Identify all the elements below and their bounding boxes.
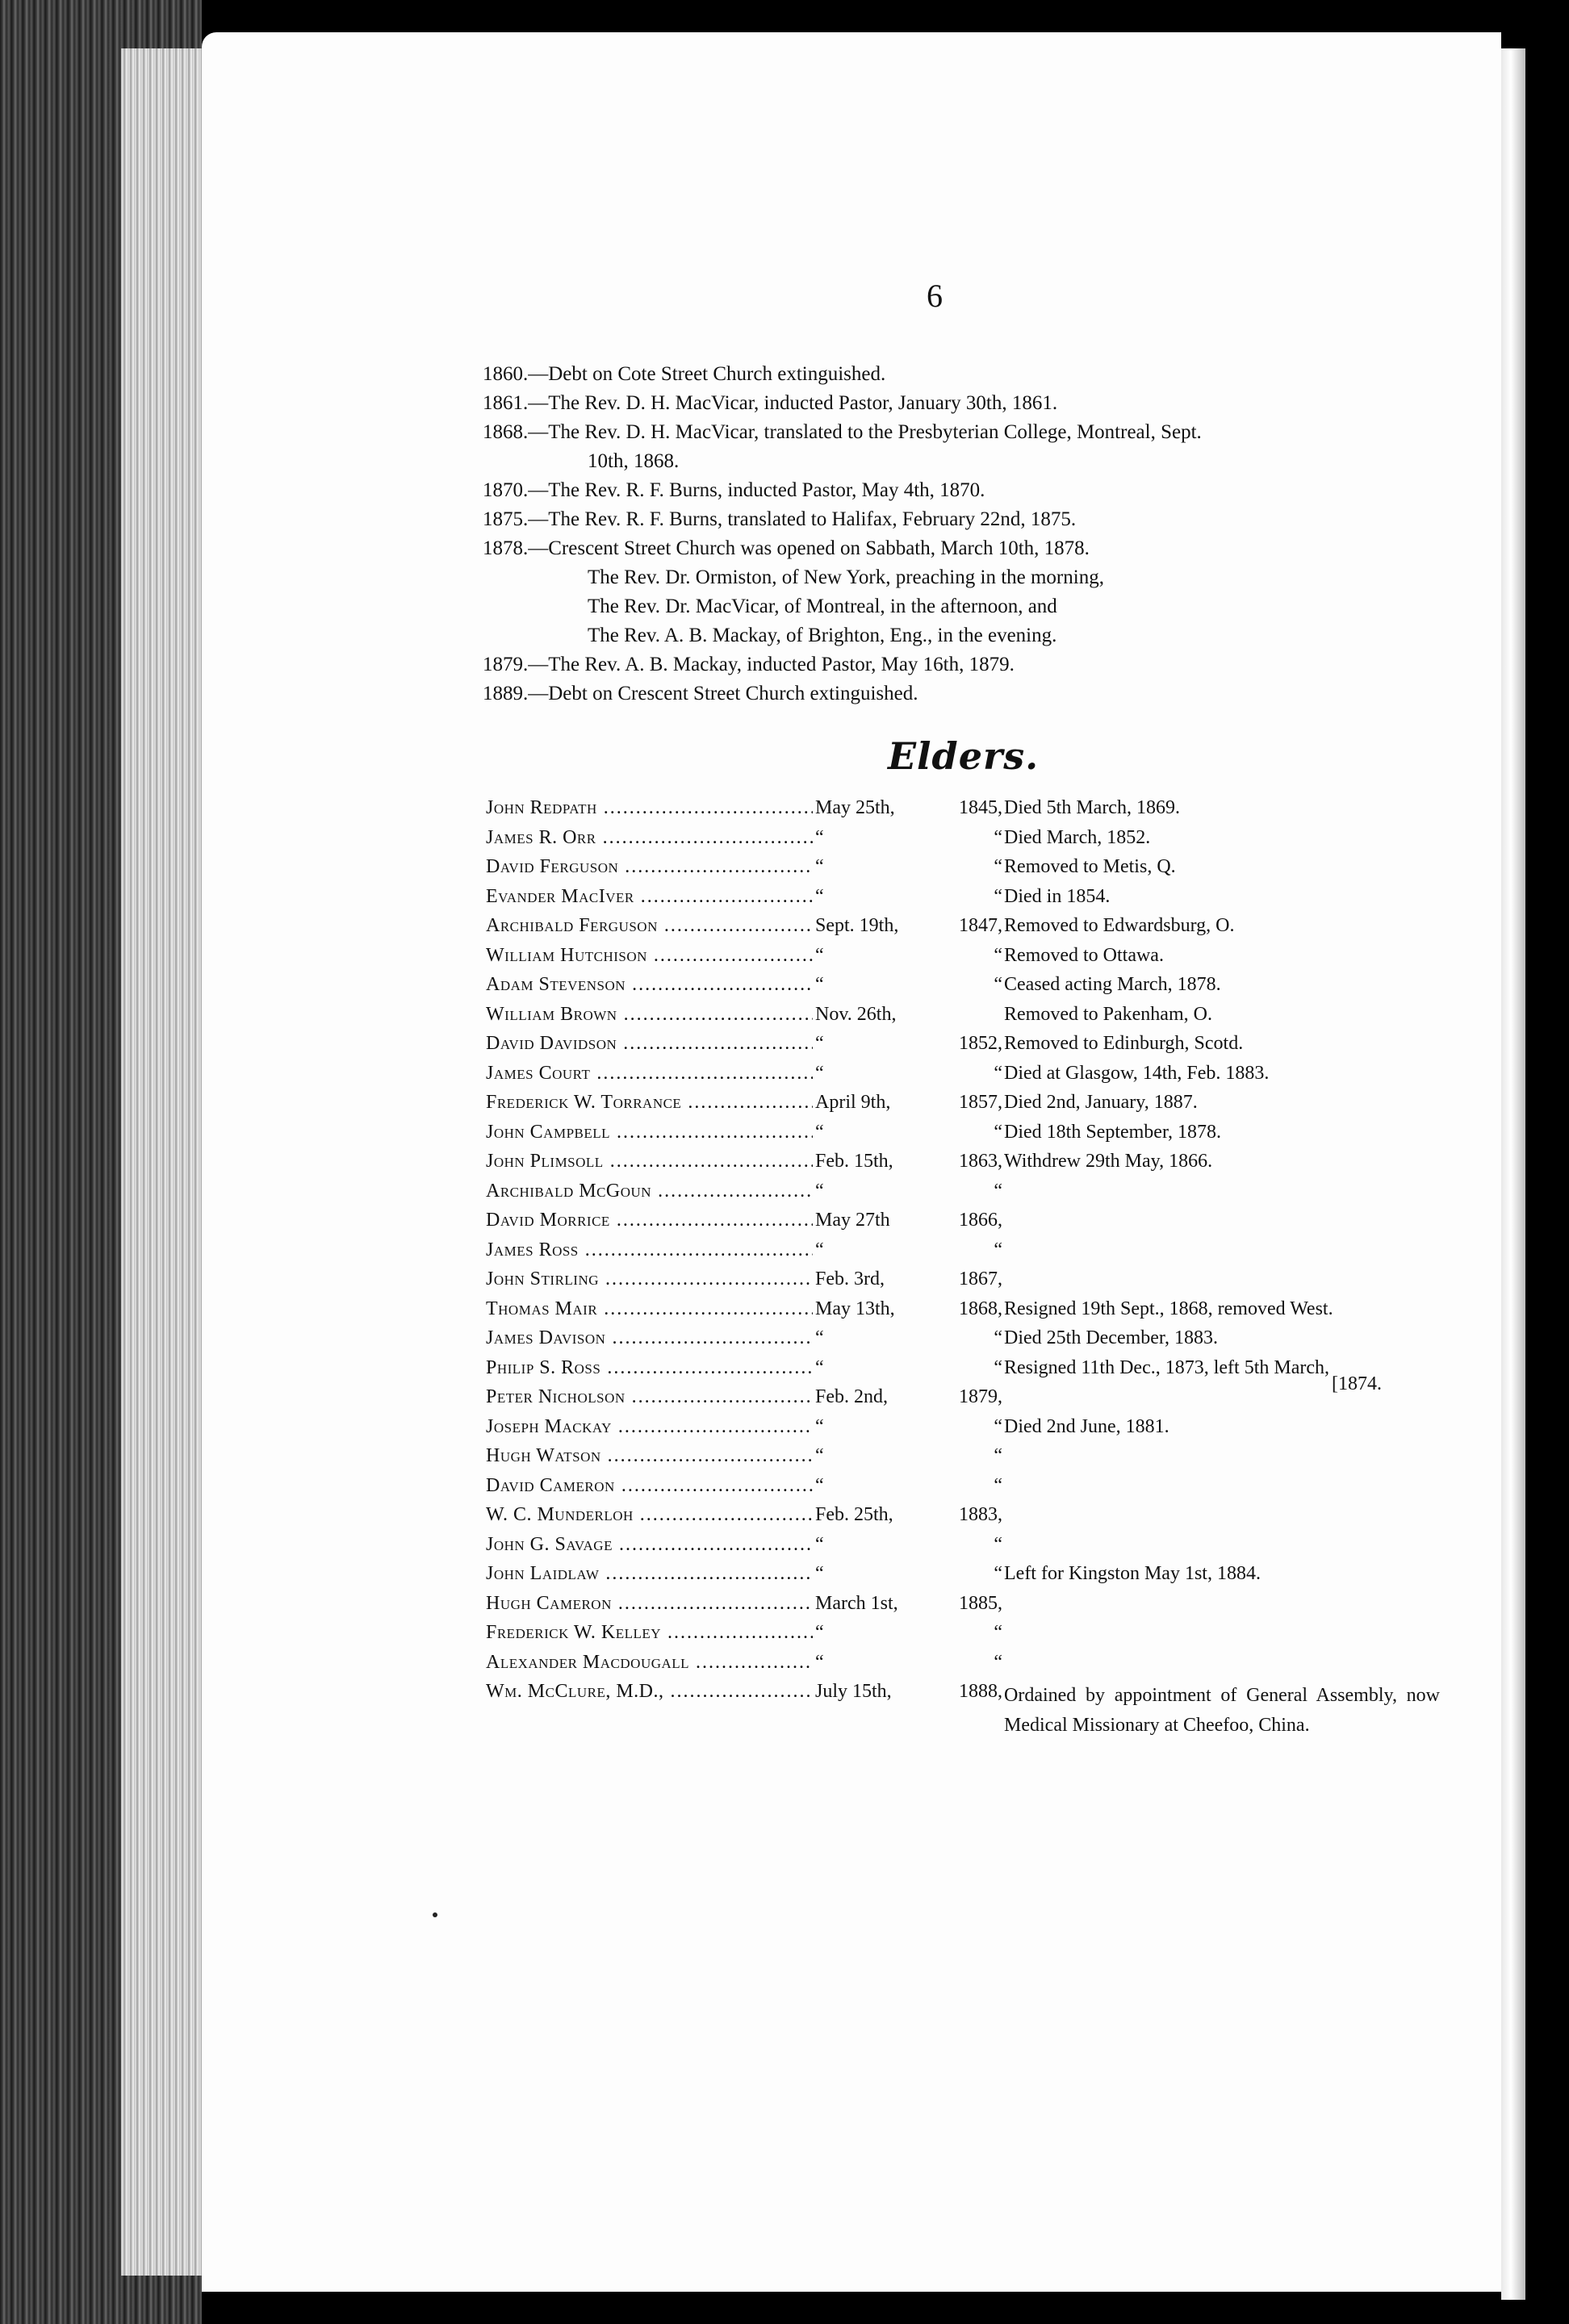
elder-ordination-date: “ (815, 974, 824, 995)
elder-row (486, 1181, 1438, 1210)
elder-row (486, 1033, 1438, 1063)
elder-ordination-year: “ (994, 1239, 1002, 1260)
elder-ordination-date: May 13th, (815, 1298, 895, 1319)
elder-name: Thomas Mair ..... (486, 1298, 813, 1320)
elder-ordination-date: Sept. 19th, (815, 915, 899, 936)
elder-name: John Stirling ..... (486, 1269, 813, 1290)
elder-ordination-date: “ (815, 826, 824, 848)
elder-remark: Removed to Edwardsburg, O. (1004, 915, 1235, 936)
elder-ordination-year: “ (994, 1180, 1002, 1202)
elder-remark: Withdrew 29th May, 1866. (1004, 1151, 1213, 1172)
elder-ordination-date: March 1st, (815, 1592, 898, 1614)
elder-ordination-date: “ (815, 1062, 824, 1084)
elder-ordination-date: “ (815, 1239, 824, 1260)
chronology-line: 1870.—The Rev. R. F. Burns, inducted Pastor, May 4th, 1870. (483, 479, 985, 501)
elder-ordination-date: “ (815, 1415, 824, 1437)
elder-row (486, 1151, 1438, 1181)
elder-remark: Resigned 11th Dec., 1873, left 5th March, (1004, 1356, 1330, 1378)
elder-ordination-year: 1888, (959, 1681, 1002, 1702)
elder-ordination-date: “ (815, 1445, 824, 1466)
elder-name: John Plimsoll ..... (486, 1151, 813, 1172)
elder-ordination-year: “ (994, 944, 1002, 966)
elder-ordination-date: Feb. 2nd, (815, 1386, 888, 1407)
elder-remark: Removed to Metis, Q. (1004, 856, 1176, 877)
chronology-line: 1860.—Debt on Cote Street Church extinguished. (483, 363, 886, 385)
elder-remark: Ordained by appointment of General Assembly, now Medical Missionary at Cheefoo, China. (1004, 1685, 1440, 1736)
elder-remark: Ceased acting March, 1878. (1004, 974, 1221, 995)
elder-ordination-year: “ (994, 856, 1002, 877)
elder-ordination-year: “ (994, 826, 1002, 848)
elder-name: James Court ..... (486, 1063, 813, 1085)
elder-row (486, 1004, 1438, 1034)
elder-name: Archibald McGoun ..... (486, 1181, 813, 1202)
elder-row (486, 1622, 1438, 1652)
elder-row (486, 1357, 1438, 1387)
elder-remark: Died 2nd, January, 1887. (1004, 1092, 1198, 1113)
book-page-edges-light (121, 48, 202, 2276)
elder-ordination-date: “ (815, 1327, 824, 1348)
elder-ordination-date: Nov. 26th, (815, 1003, 897, 1025)
chronology-line: 1875.—The Rev. R. F. Burns, translated to Halifax, February 22nd, 1875. (483, 508, 1077, 530)
elder-row (486, 915, 1438, 945)
elder-ordination-date: “ (815, 1622, 824, 1643)
elder-ordination-year: “ (994, 1415, 1002, 1437)
elder-ordination-year: 1879, (959, 1386, 1002, 1407)
elder-name: Archibald Ferguson ..... (486, 915, 813, 937)
elder-name: W. C. Munderloh ..... (486, 1504, 813, 1526)
elder-name: James Ross ..... (486, 1239, 813, 1261)
elder-row (486, 1416, 1438, 1446)
elder-ordination-year: 1845, (959, 797, 1002, 818)
elder-ordination-date: “ (815, 856, 824, 877)
elder-row (486, 1122, 1438, 1152)
elder-row (486, 1327, 1438, 1357)
chronology-line: The Rev. Dr. Ormiston, of New York, preaching in the morning, (588, 566, 1104, 588)
elder-ordination-year: 1867, (959, 1269, 1002, 1289)
elder-remark: Resigned 19th Sept., 1868, removed West. (1004, 1298, 1333, 1319)
elder-ordination-year: 1852, (959, 1033, 1002, 1054)
elder-ordination-date: Feb. 3rd, (815, 1269, 885, 1289)
elder-ordination-date: “ (815, 1533, 824, 1555)
elder-row (486, 1063, 1438, 1093)
elder-row (486, 827, 1438, 857)
elder-name: Philip S. Ross ..... (486, 1357, 813, 1379)
elder-name: William Brown ..... (486, 1004, 813, 1026)
chronology-line: The Rev. Dr. MacVicar, of Montreal, in the afternoon, and (588, 596, 1057, 617)
elder-remark: Died 18th September, 1878. (1004, 1121, 1221, 1143)
elder-ordination-date: Feb. 25th, (815, 1504, 893, 1525)
elder-name: Hugh Cameron ..... (486, 1593, 813, 1615)
elder-ordination-date: May 27th (815, 1210, 890, 1231)
elder-row (486, 1092, 1438, 1122)
elder-ordination-date: “ (815, 885, 824, 907)
elder-ordination-year: “ (994, 1533, 1002, 1555)
elder-ordination-year: 1885, (959, 1592, 1002, 1614)
elder-row (486, 797, 1438, 827)
elder-name: James R. Orr ..... (486, 827, 813, 849)
elders-table (486, 797, 1438, 1771)
elder-name: David Davidson ..... (486, 1033, 813, 1055)
elder-ordination-date: “ (815, 1033, 824, 1054)
elder-remark: Removed to Ottawa. (1004, 944, 1164, 966)
elder-ordination-date: “ (815, 1121, 824, 1143)
elder-ordination-year: “ (994, 885, 1002, 907)
elder-name: David Ferguson ..... (486, 856, 813, 878)
elder-ordination-date: “ (815, 944, 824, 966)
chronology-line: 1861.—The Rev. D. H. MacVicar, inducted Pastor, January 30th, 1861. (483, 392, 1058, 414)
elder-ordination-year: 1863, (959, 1151, 1002, 1172)
chronology-list (483, 360, 1419, 708)
elder-row (486, 1445, 1438, 1475)
elder-ordination-date: April 9th, (815, 1092, 891, 1113)
elder-ordination-year: 1868, (959, 1298, 1002, 1319)
elder-row (486, 1681, 1438, 1771)
elder-row (486, 1298, 1438, 1328)
elder-ordination-year: “ (994, 1121, 1002, 1143)
elder-name: Peter Nicholson ..... (486, 1386, 813, 1408)
elder-name: John Redpath ..... (486, 797, 813, 819)
elder-remark: Removed to Edinburgh, Scotd. (1004, 1033, 1244, 1054)
elder-name: Frederick W. Kelley ..... (486, 1622, 813, 1644)
elder-row (486, 1563, 1438, 1593)
elder-name: James Davison ..... (486, 1327, 813, 1349)
elder-row (486, 856, 1438, 886)
elder-ordination-year: “ (994, 1445, 1002, 1466)
elder-remark: Died 25th December, 1883. (1004, 1327, 1218, 1348)
elder-ordination-year: “ (994, 1651, 1002, 1673)
elder-ordination-year: “ (994, 1622, 1002, 1643)
elder-row (486, 1210, 1438, 1239)
elder-ordination-year: “ (994, 1474, 1002, 1496)
elder-ordination-year: “ (994, 1563, 1002, 1584)
chronology-line: 1868.—The Rev. D. H. MacVicar, translated to the Presbyterian College, Montreal, Sept. (483, 421, 1202, 443)
ink-speck (433, 1912, 437, 1917)
elder-ordination-date: Feb. 15th, (815, 1151, 893, 1172)
elder-name: Hugh Watson ..... (486, 1445, 813, 1467)
elder-remark: Died March, 1852. (1004, 826, 1151, 848)
elder-ordination-year: 1857, (959, 1092, 1002, 1113)
elder-remark: Died 5th March, 1869. (1004, 797, 1180, 818)
elder-ordination-year: “ (994, 1327, 1002, 1348)
elder-name: John Campbell ..... (486, 1122, 813, 1143)
elder-ordination-year: “ (994, 1356, 1002, 1378)
elder-name: John Laidlaw ..... (486, 1563, 813, 1585)
elder-ordination-year: “ (994, 974, 1002, 995)
elders-heading: Elders. (888, 734, 1040, 778)
elder-ordination-date: “ (815, 1180, 824, 1202)
elder-ordination-date: “ (815, 1474, 824, 1496)
elder-row (486, 886, 1438, 916)
elder-ordination-date: “ (815, 1563, 824, 1584)
elder-row (486, 1475, 1438, 1505)
elder-name: Adam Stevenson ..... (486, 974, 813, 996)
elder-row (486, 1593, 1438, 1623)
elder-row (486, 1504, 1438, 1534)
elder-ordination-date: “ (815, 1356, 824, 1378)
elder-name: Alexander Macdougall ..... (486, 1652, 813, 1674)
elder-row (486, 1652, 1438, 1682)
elder-name: David Morrice ..... (486, 1210, 813, 1231)
elder-ordination-year: “ (994, 1062, 1002, 1084)
elder-remark: Left for Kingston May 1st, 1884. (1004, 1563, 1261, 1584)
elder-ordination-date: “ (815, 1651, 824, 1673)
elder-name: William Hutchison ..... (486, 945, 813, 967)
elder-remark: Died at Glasgow, 14th, Feb. 1883. (1004, 1062, 1270, 1084)
elder-row (486, 974, 1438, 1004)
elder-name: Frederick W. Torrance ..... (486, 1092, 813, 1114)
chronology-line: The Rev. A. B. Mackay, of Brighton, Eng., in the evening. (588, 625, 1057, 646)
elder-remark: Died in 1854. (1004, 885, 1111, 907)
remark-overflow: [1874. (1332, 1373, 1382, 1394)
elder-remark: Removed to Pakenham, O. (1004, 1003, 1212, 1025)
elder-ordination-date: July 15th, (815, 1681, 892, 1702)
elder-row (486, 1269, 1438, 1298)
elder-name: Evander MacIver ..... (486, 886, 813, 908)
page-right-edge (1501, 48, 1525, 2300)
elder-name: Joseph Mackay ..... (486, 1416, 813, 1438)
elder-ordination-year: 1883, (959, 1504, 1002, 1525)
elder-row (486, 945, 1438, 975)
elder-name: John G. Savage ..... (486, 1534, 813, 1556)
elder-ordination-year: 1847, (959, 915, 1002, 936)
chronology-line: 1889.—Debt on Crescent Street Church extinguished. (483, 683, 918, 704)
chronology-line: 10th, 1868. (588, 450, 680, 472)
elder-ordination-year: 1866, (959, 1210, 1002, 1231)
chronology-line: 1879.—The Rev. A. B. Mackay, inducted Pastor, May 16th, 1879. (483, 654, 1015, 675)
elder-remark: Died 2nd June, 1881. (1004, 1415, 1169, 1437)
elder-name: David Cameron ..... (486, 1475, 813, 1497)
elder-row (486, 1239, 1438, 1269)
elder-name: Wm. McClure, M.D., ..... (486, 1681, 813, 1703)
page-number: 6 (927, 278, 943, 314)
elder-row (486, 1386, 1438, 1416)
chronology-line: 1878.—Crescent Street Church was opened on Sabbath, March 10th, 1878. (483, 537, 1090, 559)
elder-ordination-date: May 25th, (815, 797, 895, 818)
elder-row (486, 1534, 1438, 1564)
